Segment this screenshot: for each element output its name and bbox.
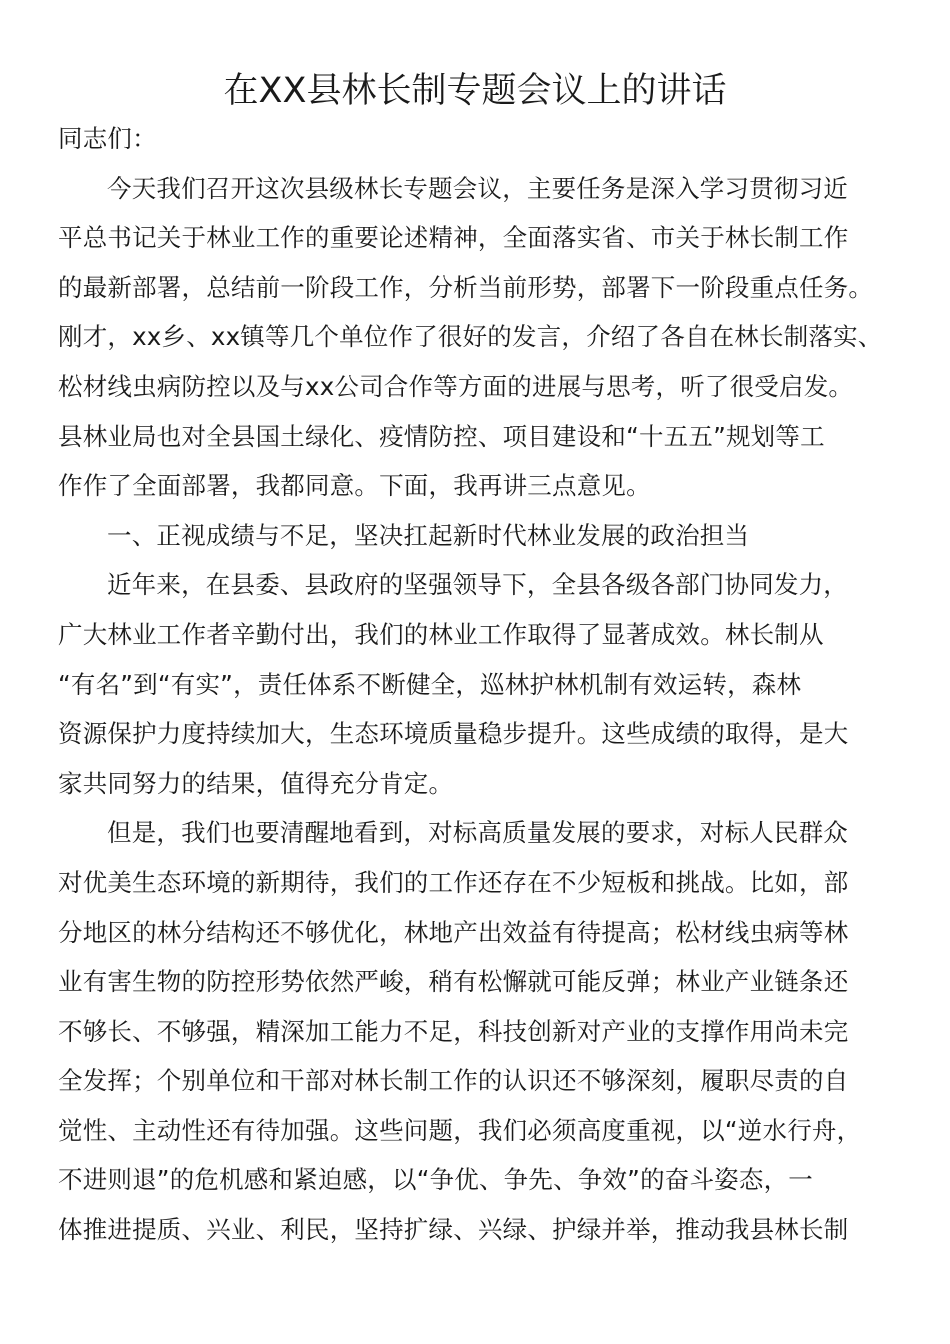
paragraph-line: 但是，我们也要清醒地看到，对标高质量发展的要求，对标人民群众 bbox=[107, 818, 848, 848]
paragraph-line: 业有害生物的防控形势依然严峻，稍有松懈就可能反弹；林业产业链条还 bbox=[58, 967, 849, 997]
paragraph-line: 资源保护力度持续加大，生态环境质量稳步提升。这些成绩的取得，是大 bbox=[58, 719, 849, 749]
paragraph-line: 平总书记关于林业工作的重要论述精神，全面落实省、市关于林长制工作 bbox=[58, 223, 849, 253]
page-title: 在XX县林长制专题会议上的讲话 bbox=[223, 71, 727, 111]
paragraph-line: 对优美生态环境的新期待，我们的工作还存在不少短板和挑战。比如，部 bbox=[58, 867, 849, 897]
paragraph-line: 近年来，在县委、县政府的坚强领导下，全县各级各部门协同发力， bbox=[107, 570, 848, 600]
paragraph-line: 体推进提质、兴业、利民，坚持扩绿、兴绿、护绿并举，推动我县林长制 bbox=[58, 1215, 849, 1245]
paragraph-line: 觉性、主动性还有待加强。这些问题，我们必须高度重视，以“逆水行舟， bbox=[58, 1115, 862, 1145]
paragraph-line: 松材线虫病防控以及与xx公司合作等方面的进展与思考，听了很受启发。 bbox=[58, 371, 854, 401]
paragraph-line: 刚才，xx乡、xx镇等几个单位作了很好的发言，介绍了各自在林长制落实、 bbox=[58, 322, 883, 352]
paragraph-line: 不进则退”的危机感和紧迫感，以“争优、争先、争效”的奋斗姿态，一 bbox=[58, 1165, 813, 1195]
paragraph-line: 作作了全面部署，我都同意。下面，我再讲三点意见。 bbox=[58, 471, 651, 501]
paragraph-line: 县林业局也对全县国土绿化、疫情防控、项目建设和“十五五”规划等工 bbox=[58, 421, 825, 451]
paragraph-line: 广大林业工作者辛勤付出，我们的林业工作取得了显著成效。林长制从 bbox=[58, 619, 824, 649]
paragraph-line: 不够长、不够强，精深加工能力不足，科技创新对产业的支撑作用尚未完 bbox=[58, 1016, 849, 1046]
paragraph-line: 全发挥；个别单位和干部对林长制工作的认识还不够深刻，履职尽责的自 bbox=[58, 1066, 849, 1096]
salutation-line: 同志们： bbox=[58, 124, 157, 153]
paragraph-line: 今天我们召开这次县级林长专题会议，主要任务是深入学习贯彻习近 bbox=[107, 173, 848, 203]
paragraph-line: 的最新部署，总结前一阶段工作，分析当前形势，部署下一阶段重点任务。 bbox=[58, 272, 874, 302]
paragraph-line: 家共同努力的结果，值得充分肯定。 bbox=[58, 768, 454, 798]
speech-body bbox=[58, 114, 894, 1255]
section-heading-1: 一、正视成绩与不足，坚决扛起新时代林业发展的政治担当 bbox=[107, 520, 750, 550]
paragraph-line: “有名”到“有实”，责任体系不断健全，巡林护林机制有效运转，森林 bbox=[58, 669, 802, 699]
paragraph-line: 分地区的林分结构还不够优化，林地产出效益有待提高；松材线虫病等林 bbox=[58, 917, 849, 947]
